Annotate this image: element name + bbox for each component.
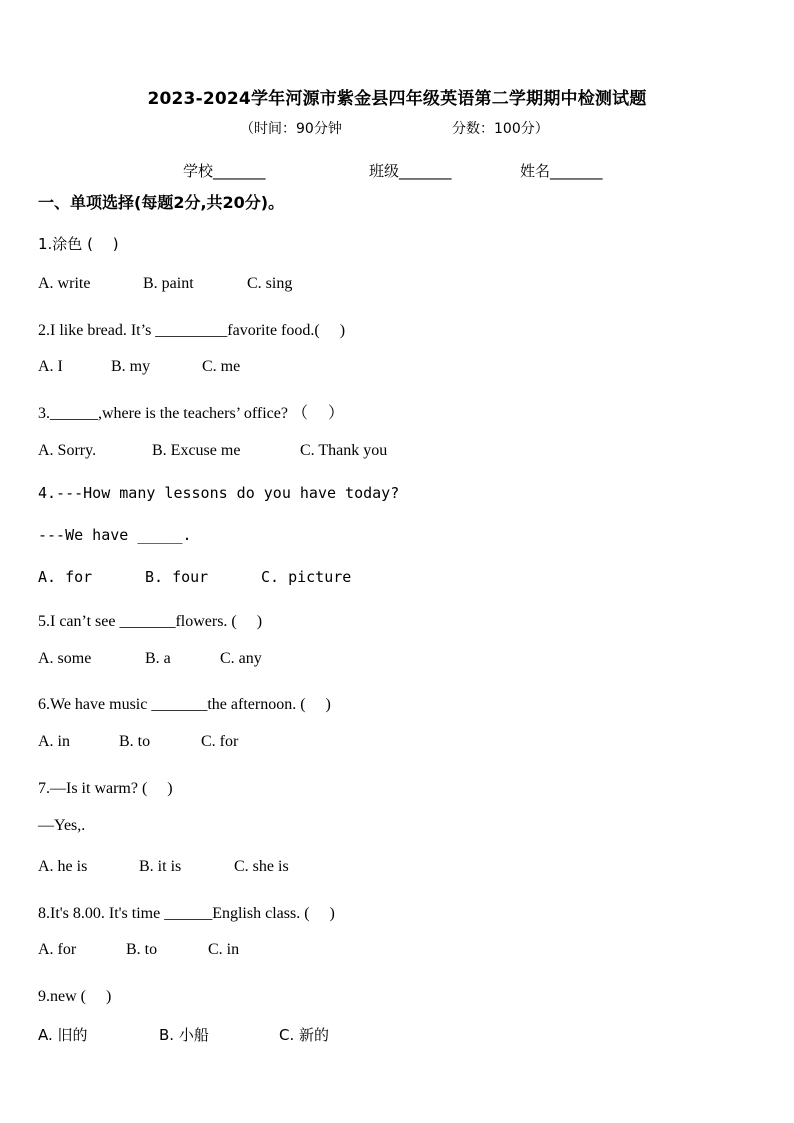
question-8-stem: 8.It's 8.00. It's time ______English class. ( ): [38, 905, 335, 922]
class-field: 班级_______: [369, 162, 452, 180]
section-heading: 一、单项选择(每题2分,共20分)。: [38, 193, 285, 212]
option-c: C. 新的: [279, 1026, 330, 1044]
school-field: 学校_______: [183, 162, 266, 180]
option-a: A. I: [38, 358, 63, 375]
option-a: A. for: [38, 568, 93, 586]
option-a: A. some: [38, 650, 92, 667]
exam-score: 分数：100分）: [452, 121, 549, 137]
question-7-answer-line: —Yes,.: [38, 817, 86, 834]
question-4-options: [38, 568, 351, 586]
question-2-stem: 2.I like bread. It’s _________favorite food.( ): [38, 322, 346, 339]
question-6-options: [38, 733, 238, 751]
option-b: B. it is: [139, 858, 182, 875]
option-b: B. four: [145, 568, 209, 586]
question-4-answer-line: ---We have _____.: [38, 526, 192, 544]
option-c: C. me: [202, 358, 241, 375]
option-c: C. picture: [261, 568, 352, 586]
question-7-stem: 7.—Is it warm? ( ): [38, 780, 173, 797]
option-c: C. Thank you: [300, 442, 388, 459]
option-b: B. my: [111, 358, 151, 375]
question-5-stem: 5.I can’t see _______flowers. ( ): [38, 613, 263, 630]
option-b: B. paint: [143, 275, 194, 292]
option-b: B. to: [119, 733, 151, 750]
question-8-options: [38, 941, 239, 959]
option-a: A. for: [38, 941, 77, 958]
name-field: 姓名_______: [520, 162, 603, 180]
question-3-options: [38, 442, 387, 460]
option-b: B. a: [145, 650, 171, 667]
question-4-stem: 4.---How many lessons do you have today?: [38, 484, 400, 502]
option-c: C. for: [201, 733, 239, 750]
option-c: C. any: [220, 650, 262, 667]
question-3-stem: 3.______,where is the teachers’ office? （ ）: [38, 405, 344, 422]
question-5-options: [38, 650, 262, 668]
option-b: B. Excuse me: [152, 442, 241, 459]
question-7-options: [38, 858, 289, 876]
option-b: B. 小船: [159, 1026, 209, 1044]
question-6-stem: 6.We have music _______the afternoon. ( ): [38, 696, 331, 713]
option-a: A. Sorry.: [38, 442, 97, 459]
question-9-stem: 9.new ( ): [38, 988, 112, 1005]
option-b: B. to: [126, 941, 158, 958]
option-a: A. write: [38, 275, 91, 292]
question-1-options: [38, 275, 292, 293]
option-c: C. in: [208, 941, 240, 958]
question-9-options: [38, 1024, 329, 1045]
page-title: 2023-2024学年河源市紫金县四年级英语第二学期期中检测试题: [147, 89, 647, 109]
option-a: A. he is: [38, 858, 88, 875]
option-c: C. she is: [234, 858, 289, 875]
option-a: A. in: [38, 733, 70, 750]
option-c: C. sing: [247, 275, 293, 292]
option-a: A. 旧的: [38, 1026, 88, 1044]
question-2-options: [38, 358, 240, 376]
question-1-stem: 1.涂色 ( ): [38, 235, 119, 253]
exam-time: （时间：90分钟: [240, 121, 342, 137]
